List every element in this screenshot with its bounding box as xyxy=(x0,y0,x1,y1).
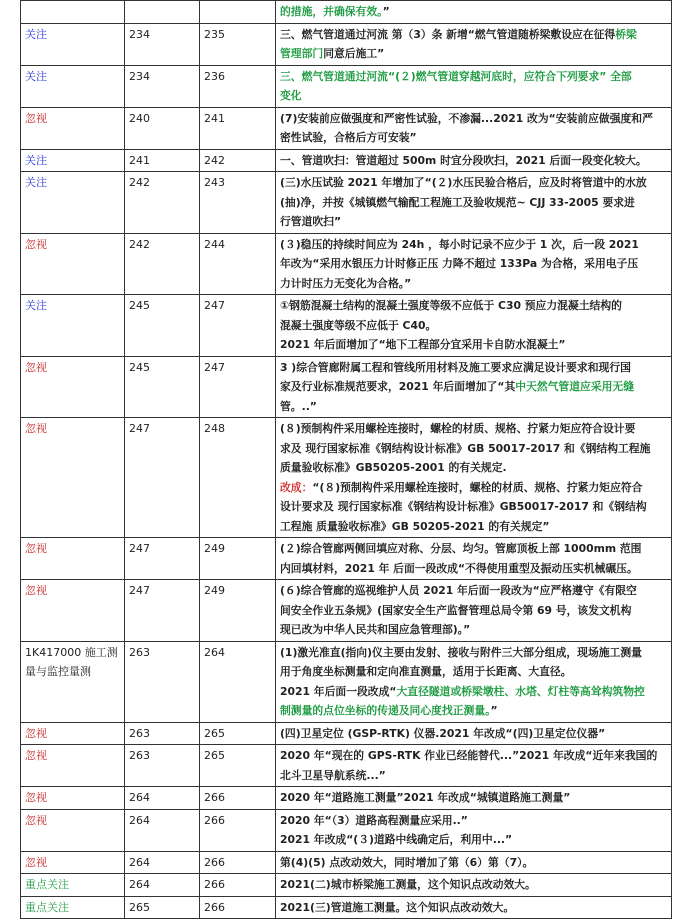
cell-page-2021: 264 xyxy=(200,641,276,722)
table-row xyxy=(21,809,672,851)
description-line xyxy=(280,620,667,640)
text-segment: 管。..” xyxy=(280,399,317,413)
text-segment: “(８)预制构件采用螺栓连接时，螺栓的材质、规格、拧紧力矩应符合 xyxy=(312,480,643,494)
description-line xyxy=(280,788,667,808)
description-line xyxy=(280,811,667,831)
cell-change-description xyxy=(276,787,672,810)
cell-page-2021: 235 xyxy=(200,23,276,65)
table-row xyxy=(21,233,672,295)
description-line xyxy=(280,2,667,22)
table-row xyxy=(21,172,672,234)
cell-page-2021: 243 xyxy=(200,172,276,234)
description-line xyxy=(280,662,667,682)
cell-page-2021: 266 xyxy=(200,787,276,810)
table-row xyxy=(21,65,672,107)
cell-page-2021: 244 xyxy=(200,233,276,295)
table-row xyxy=(21,295,672,357)
description-line xyxy=(280,151,667,171)
cell-change-description xyxy=(276,356,672,418)
text-segment: 内回填材料，2021 年 后面一段改成“不得使用重型及振动压实机械碾压。 xyxy=(280,561,638,575)
description-line xyxy=(280,193,667,213)
table-row xyxy=(21,787,672,810)
text-segment: 中天然气管道应采用无缝 xyxy=(515,380,635,393)
description-line xyxy=(280,746,667,766)
cell-tag: 关注 xyxy=(21,65,125,107)
cell-change-description xyxy=(276,896,672,919)
cell-page-2021: 266 xyxy=(200,851,276,874)
table-row xyxy=(21,418,672,538)
cell-page-2021: 242 xyxy=(200,149,276,172)
text-segment: 年改为“采用水银压力计时修正压 力降不超过 133Pa 为合格，采用电子压 xyxy=(280,257,639,270)
text-segment: 一、管道吹扫：管道超过 500m 时宜分段吹扫，2021 后面一段变化较大。 xyxy=(280,153,647,167)
cell-change-description xyxy=(276,641,672,722)
cell-tag xyxy=(21,1,125,24)
cell-tag: 关注 xyxy=(21,295,125,357)
cell-page-2020: 247 xyxy=(125,538,200,580)
text-segment: 第(4)(5) 点改动效大，同时增加了第（6）第（7）。 xyxy=(280,855,534,869)
description-line xyxy=(280,212,667,232)
text-segment: (1)激光准直(指向)仪主要由发射、接收与附件三大部分组成，现场施工测量 xyxy=(280,645,642,659)
cell-tag: 忽视 xyxy=(21,356,125,418)
cell-page-2020: 245 xyxy=(125,295,200,357)
description-line xyxy=(280,419,667,439)
cell-page-2020: 242 xyxy=(125,172,200,234)
cell-tag: 1K417000 施工测量与监控量测 xyxy=(21,641,125,722)
cell-change-description xyxy=(276,745,672,787)
cell-tag: 忽视 xyxy=(21,233,125,295)
description-line xyxy=(280,335,667,355)
cell-page-2020: 265 xyxy=(125,896,200,919)
cell-page-2020: 234 xyxy=(125,65,200,107)
text-segment: 2020 年“（3）道路高程测量应采用..” xyxy=(280,813,468,827)
cell-tag: 忽视 xyxy=(21,787,125,810)
cell-tag: 忽视 xyxy=(21,745,125,787)
description-line xyxy=(280,766,667,786)
cell-tag: 忽视 xyxy=(21,418,125,538)
description-line xyxy=(280,559,667,579)
description-line xyxy=(280,682,667,702)
cell-change-description xyxy=(276,809,672,851)
cell-change-description xyxy=(276,172,672,234)
cell-page-2020: 264 xyxy=(125,874,200,897)
cell-page-2021: 247 xyxy=(200,356,276,418)
text-segment: (抽)净，并按《城镇燃气输配工程施工及验收规范~ CJJ 33-2005 要求进 xyxy=(280,195,635,209)
description-line xyxy=(280,478,667,498)
cell-page-2020: 247 xyxy=(125,418,200,538)
text-segment: (四)卫星定位 (GSP-RTK) 仪器.2021 年改成“(四)卫星定位仪器” xyxy=(280,726,606,740)
text-segment: (三)水压试验 2021 年增加了“(２)水压民验合格后，应及时将管道中的水放 xyxy=(280,176,647,189)
cell-page-2020 xyxy=(125,1,200,24)
table-row xyxy=(21,23,672,65)
cell-tag: 重点关注 xyxy=(21,874,125,897)
text-segment: ” xyxy=(382,5,390,18)
cell-page-2020: 247 xyxy=(125,580,200,642)
text-segment: 大直径隧道或桥梁墩柱、水塔、灯柱等高耸构筑物控 xyxy=(396,684,645,698)
cell-page-2021: 241 xyxy=(200,107,276,149)
description-line xyxy=(280,875,667,895)
text-segment: 工程施 质量验收标准》GB 50205-2021 的有关规定” xyxy=(280,519,550,533)
text-segment: 家及行业标准规范要求，2021 年后面增加了“其 xyxy=(280,380,516,393)
text-segment: 三、燃气管道通过河流“(２)燃气管道穿越河底时，应符合下列要求” 全部 xyxy=(280,69,632,83)
cell-page-2021: 249 xyxy=(200,538,276,580)
description-line xyxy=(280,853,667,873)
cell-change-description xyxy=(276,107,672,149)
cell-page-2021: 266 xyxy=(200,809,276,851)
text-segment: 混凝土强度等级不应低于 C40。 xyxy=(280,318,437,332)
table-row xyxy=(21,745,672,787)
text-segment: 2020 年“道路施工测量”2021 年改成“城镇道路施工测量” xyxy=(280,791,571,804)
table-row xyxy=(21,896,672,919)
description-line xyxy=(280,274,667,294)
description-line xyxy=(280,601,667,621)
cell-page-2021: 236 xyxy=(200,65,276,107)
text-segment: 力计时压力无变化为合格。” xyxy=(280,276,412,290)
description-line xyxy=(280,235,667,255)
text-segment: 间安全作业五条规》(国家安全生产监督管理总局令第 69 号，该发文机构 xyxy=(280,603,632,617)
text-segment: 2021 年后面一段改成“ xyxy=(280,684,397,698)
text-segment: 同意后施工” xyxy=(323,47,385,60)
text-segment: 北斗卫星导航系统...” xyxy=(280,768,386,782)
text-segment: 行管道吹扫” xyxy=(280,215,342,228)
description-line xyxy=(280,439,667,459)
text-segment: 质量验收标准》GB50205-2001 的有关规定. xyxy=(280,461,507,474)
cell-page-2020: 245 xyxy=(125,356,200,418)
table-row xyxy=(21,356,672,418)
cell-page-2021: 265 xyxy=(200,722,276,745)
cell-page-2021: 266 xyxy=(200,874,276,897)
cell-page-2020: 263 xyxy=(125,641,200,722)
text-segment: 2021 年改成“(３)道路中线确定后，利用中...” xyxy=(280,833,513,846)
text-segment: (６)综合管廊的巡视维护人员 2021 年后面一段改为“应严格遵守《有限空 xyxy=(280,584,637,597)
text-segment: 2020 年“现在的 GPS-RTK 作业已经能替代...”2021 年改成“近年来我国的 xyxy=(280,749,658,762)
text-segment: 桥梁 xyxy=(615,27,637,41)
description-line xyxy=(280,898,667,918)
description-line xyxy=(280,109,667,129)
text-segment: 现已改为中华人民共和国应急管理部)。” xyxy=(280,623,471,636)
table-row xyxy=(21,107,672,149)
cell-tag: 忽视 xyxy=(21,107,125,149)
table-row xyxy=(21,149,672,172)
table-row xyxy=(21,641,672,722)
text-segment: (８)预制构件采用螺栓连接时，螺栓的材质、规格、拧紧力矩应符合设计要 xyxy=(280,422,636,435)
cell-page-2021 xyxy=(200,1,276,24)
text-segment: (7)安装前应做强度和严密性试验，不渗漏...2021 改为“安装前应做强度和严 xyxy=(280,111,653,125)
text-segment: 2021 年后面增加了“地下工程部分宜采用卡自防水混凝土” xyxy=(280,338,566,351)
text-segment: (２)综合管廊两侧回填应对称、分层、均匀。管廊顶板上部 1000mm 范围 xyxy=(280,542,642,555)
description-line xyxy=(280,581,667,601)
description-line xyxy=(280,173,667,193)
cell-tag: 忽视 xyxy=(21,809,125,851)
cell-tag: 关注 xyxy=(21,149,125,172)
text-segment: 三、燃气管道通过河流 第（3）条 新增“燃气管道随桥梁敷设应在征得 xyxy=(280,27,616,41)
table-row xyxy=(21,722,672,745)
cell-page-2021: 265 xyxy=(200,745,276,787)
description-line xyxy=(280,701,667,721)
text-segment: 密性试验，合格后方可安装” xyxy=(280,131,417,144)
cell-page-2020: 242 xyxy=(125,233,200,295)
cell-page-2020: 264 xyxy=(125,787,200,810)
cell-change-description xyxy=(276,722,672,745)
description-line xyxy=(280,539,667,559)
table-row xyxy=(21,538,672,580)
cell-page-2020: 240 xyxy=(125,107,200,149)
text-segment: ” xyxy=(490,704,498,717)
text-segment: (３)稳压的持续时间应为 24h ，每小时记录不应少于 1 次，后一段 2021 xyxy=(280,237,639,251)
cell-page-2021: 249 xyxy=(200,580,276,642)
text-segment: 改成： xyxy=(280,480,313,494)
text-segment: 设计要求及 现行国家标准《钢结构设计标准》GB50017-2017 和《钢结构 xyxy=(280,500,647,513)
description-line xyxy=(280,517,667,537)
table-row xyxy=(21,1,672,24)
cell-page-2020: 263 xyxy=(125,722,200,745)
text-segment: 2021(二)城市桥梁施工测量，这个知识点改动效大。 xyxy=(280,878,536,891)
cell-change-description xyxy=(276,418,672,538)
table-body xyxy=(21,1,672,919)
cell-change-description xyxy=(276,874,672,897)
text-segment: 管理部门 xyxy=(280,47,324,60)
cell-tag: 忽视 xyxy=(21,851,125,874)
description-line xyxy=(280,67,667,87)
text-segment: ①钢筋混凝土结构的混凝土强度等级不应低于 C30 预应力混凝土结构的 xyxy=(280,299,622,312)
cell-change-description xyxy=(276,580,672,642)
description-line xyxy=(280,128,667,148)
description-line xyxy=(280,254,667,274)
table-row xyxy=(21,580,672,642)
description-line xyxy=(280,296,667,316)
table-row xyxy=(21,874,672,897)
description-line xyxy=(280,44,667,64)
cell-page-2020: 263 xyxy=(125,745,200,787)
cell-tag: 忽视 xyxy=(21,538,125,580)
cell-page-2021: 248 xyxy=(200,418,276,538)
cell-change-description xyxy=(276,65,672,107)
cell-page-2020: 264 xyxy=(125,809,200,851)
cell-change-description xyxy=(276,1,672,24)
description-line xyxy=(280,25,667,45)
cell-page-2020: 241 xyxy=(125,149,200,172)
cell-page-2021: 266 xyxy=(200,896,276,919)
cell-page-2021: 247 xyxy=(200,295,276,357)
description-line xyxy=(280,497,667,517)
cell-change-description xyxy=(276,851,672,874)
cell-change-description xyxy=(276,149,672,172)
description-line xyxy=(280,643,667,663)
cell-page-2020: 264 xyxy=(125,851,200,874)
text-segment: 2021(三)管道施工测量。这个知识点改动效大。 xyxy=(280,900,515,914)
description-line xyxy=(280,724,667,744)
change-notes-table xyxy=(20,0,672,919)
text-segment: 求及 现行国家标准《钢结构设计标准》GB 50017-2017 和《钢结构工程施 xyxy=(280,441,651,455)
text-segment: 的措施，并确保有效。 xyxy=(280,5,383,18)
description-line xyxy=(280,830,667,850)
cell-tag: 忽视 xyxy=(21,722,125,745)
description-line xyxy=(280,458,667,478)
description-line xyxy=(280,86,667,106)
text-segment: 制测量的点位坐标的传递及同心度找正测量。 xyxy=(280,704,491,717)
description-line xyxy=(280,377,667,397)
cell-tag: 关注 xyxy=(21,23,125,65)
cell-tag: 忽视 xyxy=(21,580,125,642)
text-segment: 3 )综合管廊附属工程和管线所用材料及施工要求应满足设计要求和现行国 xyxy=(280,360,631,374)
table-row xyxy=(21,851,672,874)
cell-page-2020: 234 xyxy=(125,23,200,65)
cell-change-description xyxy=(276,538,672,580)
text-segment: 变化 xyxy=(280,89,302,102)
cell-tag: 关注 xyxy=(21,172,125,234)
cell-change-description xyxy=(276,23,672,65)
cell-tag: 重点关注 xyxy=(21,896,125,919)
cell-change-description xyxy=(276,295,672,357)
description-line xyxy=(280,358,667,378)
text-segment: 用于角度坐标测量和定向准直测量，适用于长距离、大直径。 xyxy=(280,665,572,678)
description-line xyxy=(280,316,667,336)
cell-change-description xyxy=(276,233,672,295)
description-line xyxy=(280,397,667,417)
